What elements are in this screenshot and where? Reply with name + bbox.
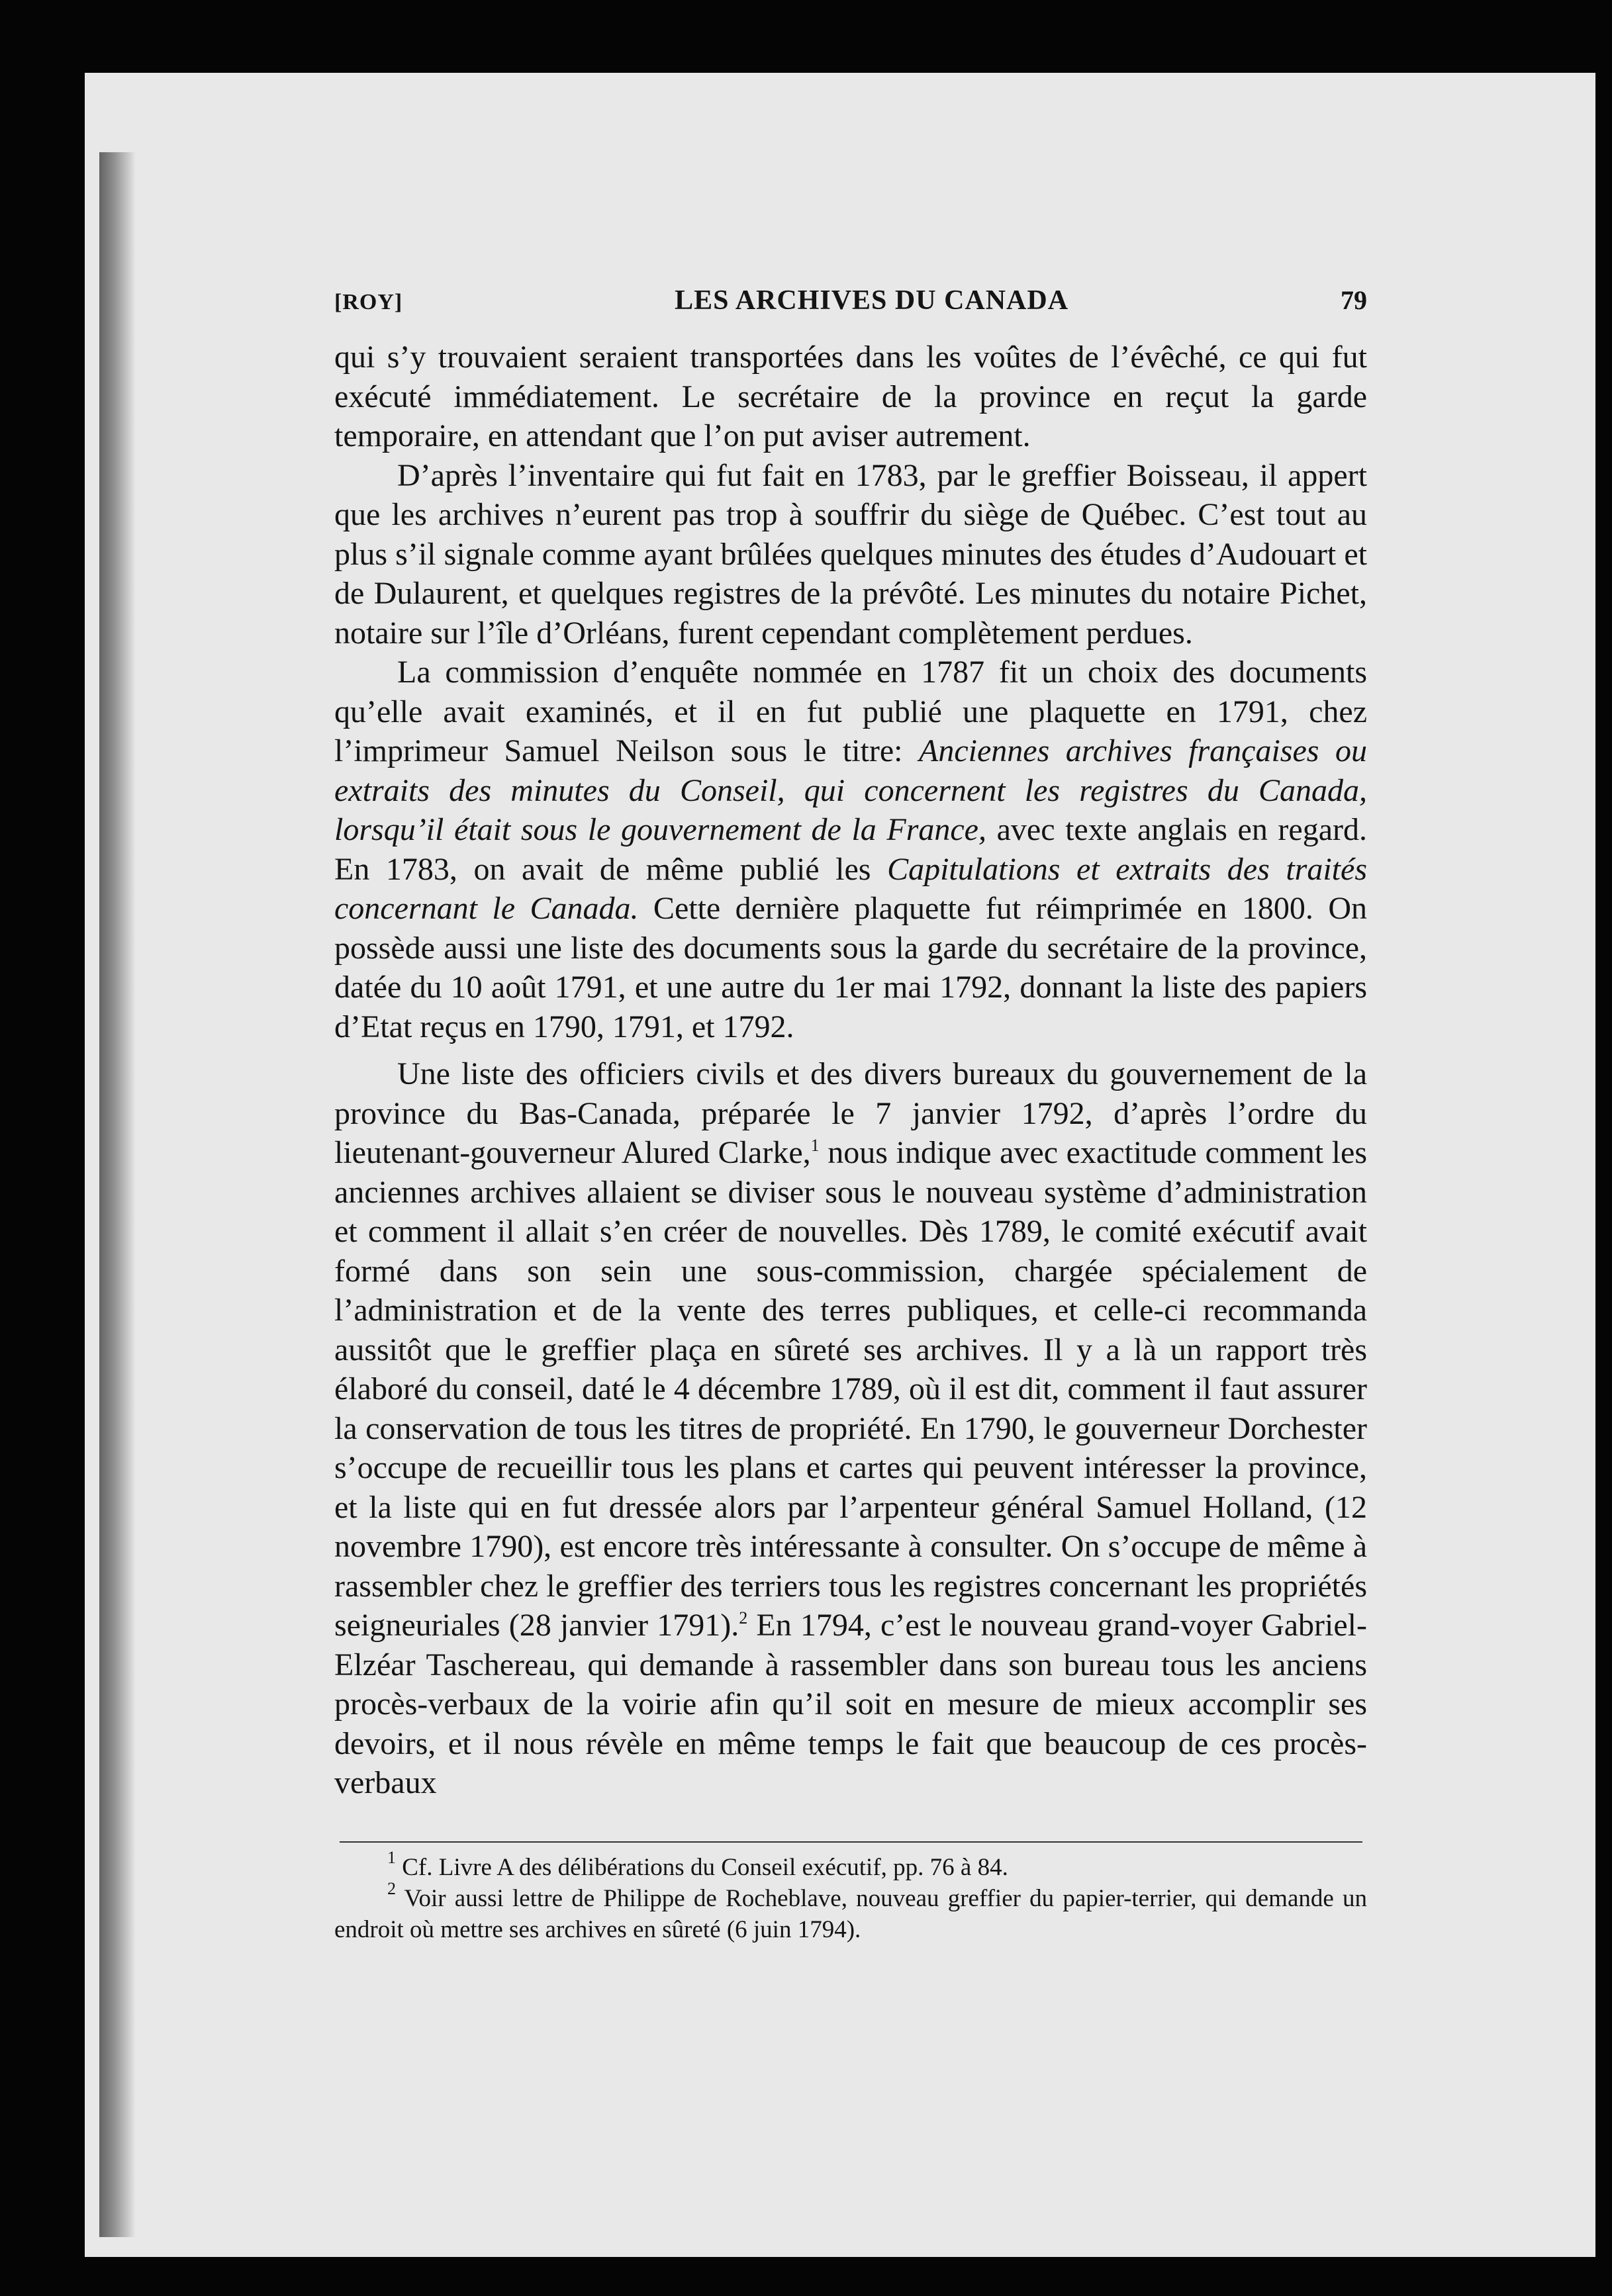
page-text-block: [334, 285, 1367, 1945]
paragraph-3-text-b: avec texte anglais en regard. En 1783, on avait de même publié les: [334, 812, 1367, 887]
italic-title-capitulations: Capitulations et extraits des traités concernant le Canada.: [334, 851, 1367, 926]
running-head-author: [ROY]: [334, 290, 403, 314]
footnote-2: [334, 1878, 1367, 1945]
footnote-ref-1: 1: [810, 1136, 820, 1155]
page-binding-shadow: [99, 152, 136, 2237]
paragraph-3-text-a: La commission d’enquête nommée en 1787 fit un choix des documents qu’elle avait examinés, et il en fut publié une plaquette en 1791, chez l’imprimeur Samuel Neilson sous le titre:: [334, 655, 1367, 768]
paragraph-3: [334, 653, 1367, 1046]
paragraph-4: [334, 1054, 1367, 1803]
running-head-title: LES ARCHIVES DU CANADA: [675, 285, 1069, 316]
paragraph-2: D’après l’inventaire qui fut fait en 1783, par le greffier Boisseau, il appert que les archives n’eurent pas trop à souffrir du siège de Québec. C’est tout au plus s’il signale comme ayant brûlées quelques minutes des études d’Audouart et de Dulaurent, et quelques registres de la prévôté. Les minutes du notaire Pichet, notaire sur l’île d’Orléans, furent cependant complètement perdues.: [334, 457, 1367, 651]
paragraph-3-text-c: Cette dernière plaquette fut réimprimée en 1800. On possède aussi une liste des documents sous la garde du secrétaire de la province, datée du 10 août 1791, et une autre du 1er mai 1792, donnant la liste des papiers d’Etat reçus en 1790, 1791, et 1792.: [334, 891, 1367, 1044]
footnote-2-text: Voir aussi lettre de Philippe de Rocheblave, nouveau greffier du papier-terrier, qui demande un endroit où mettre ses archives en sûreté (6 juin 1794).: [334, 1884, 1367, 1943]
running-head: [334, 285, 1367, 338]
footnote-2-mark: 2: [387, 1878, 396, 1898]
footnote-rule: [340, 1841, 1362, 1843]
footnote-1-mark: 1: [387, 1847, 396, 1867]
footnote-1-text: Cf. Livre A des délibérations du Conseil exécutif, pp. 76 à 84.: [396, 1853, 1008, 1881]
paragraph-4-text-b: nous indique avec exactitude comment les anciennes archives allaient se diviser sous le nouveau système d’administration et comment il allait s’en créer de nouvelles. Dès 1789, le comité exécutif avait formé dans son sein une sous-commission, chargée spécialement de l’administration et de la vente des terres publiques, et celle-ci recommanda aussitôt que le greffier plaça en sûreté ses archives. Il y a là un rapport très élaboré du conseil, daté le 4 décembre 1789, où il est dit, comment il faut assurer la conservation de tous les titres de propriété. En 1790, le gouverneur Dorchester s’occupe de recueillir tous les plans et cartes qui peuvent intéresser la province, et la liste qui en fut dressée alors par l’arpenteur général Samuel Holland, (12 novembre 1790), est encore très intéressante à consulter. On s’occupe de même à rassembler chez le greffier des terriers tous les registres concernant les propriétés seigneuriales (28 janvier 1791).: [334, 1135, 1368, 1643]
paragraph-4-text-a: Une liste des officiers civils et des divers bureaux du gouvernement de la province du Bas-Canada, préparée le 7 janvier 1792, d’après l’ordre du lieutenant-gouverneur Alured Clarke,: [334, 1056, 1367, 1170]
italic-title-anciennes-archives: Anciennes archives françaises ou extraits des minutes du Conseil, qui concernent les registres du Canada, lorsqu’il était sous le gouvernement de la France,: [334, 733, 1367, 847]
paragraph-4-text-c: En 1794, c’est le nouveau grand-voyer Gabriel-Elzéar Taschereau, qui demande à rassembler dans son bureau tous les anciens procès-verbaux de la voirie afin qu’il soit en mesure de mieux accomplir ses devoirs, et il nous révèle en même temps le fait que beaucoup de ces procès-verbaux: [334, 1608, 1367, 1800]
footnote-ref-2: 2: [739, 1608, 748, 1628]
paragraph-1: qui s’y trouvaient seraient transportées dans les voûtes de l’évêché, ce qui fut exécuté immédiatement. Le secrétaire de la province en reçut la garde temporaire, en attendant que l’on put aviser autrement.: [334, 340, 1367, 453]
page-number: 79: [1340, 285, 1367, 315]
footnote-1: [334, 1847, 1367, 1883]
